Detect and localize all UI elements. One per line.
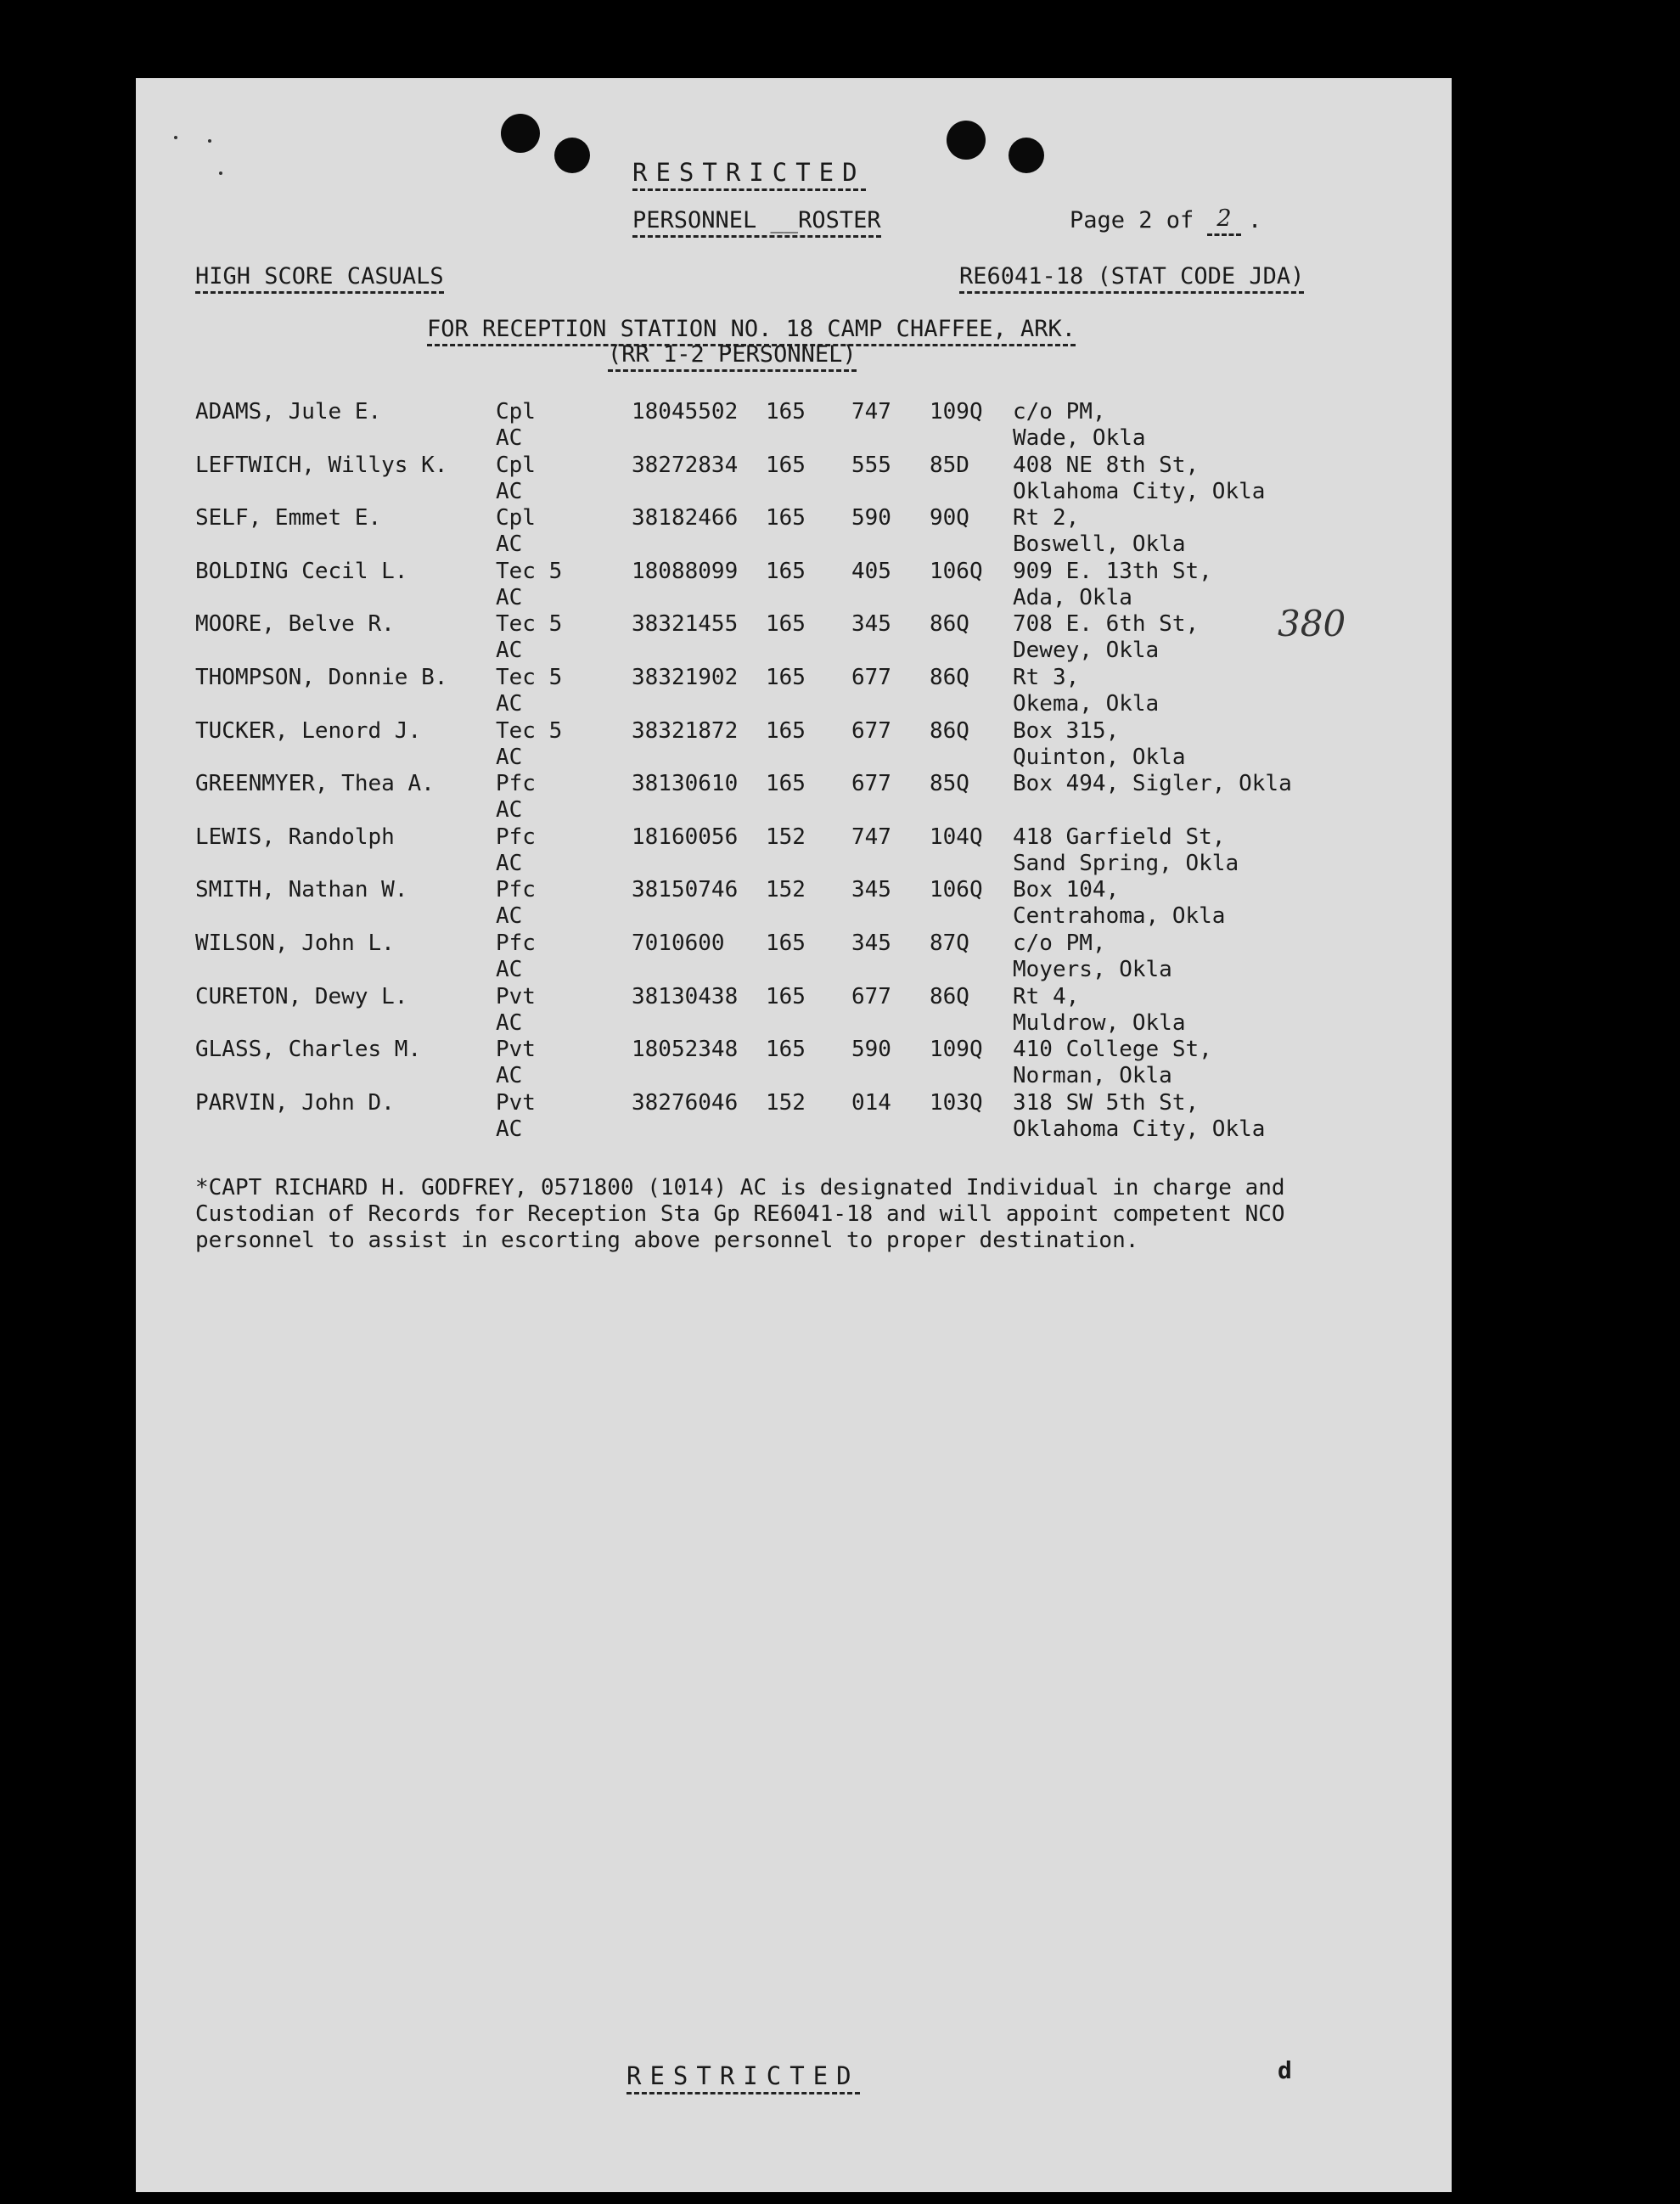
roster-code-a: 165: [766, 611, 806, 638]
roster-code-b: 345: [851, 931, 891, 956]
roster-address-line1: 408 NE 8th St,: [1013, 452, 1200, 478]
roster-address-line1: 410 College St,: [1013, 1037, 1212, 1063]
punch-hole: [554, 138, 590, 173]
roster-title: PERSONNEL __ROSTER: [632, 207, 881, 238]
roster-code-a: 165: [766, 558, 806, 584]
table-row: [136, 665, 1452, 717]
punch-hole: [947, 121, 986, 160]
roster-address-line1: 909 E. 13th St,: [1013, 558, 1212, 584]
restricted-footer: RESTRICTED: [626, 2061, 860, 2094]
stat-code: RE6041-18 (STAT CODE JDA): [959, 263, 1304, 294]
roster-rank: Pvt: [496, 1089, 536, 1116]
roster-address-line2: Ada, Okla: [1013, 584, 1132, 610]
roster-serial: 38130610: [632, 771, 739, 797]
roster-code-b: 590: [851, 1037, 891, 1063]
roster-serial: 18052348: [632, 1037, 739, 1063]
table-row: [136, 718, 1452, 771]
roster-code-a: 152: [766, 1089, 806, 1116]
table-row: [136, 984, 1452, 1037]
roster-code-b: 677: [851, 983, 891, 1009]
roster-code-c: 86Q: [930, 983, 969, 1009]
table-row: [136, 505, 1452, 558]
roster-code-a: 165: [766, 1037, 806, 1063]
table-row: [136, 559, 1452, 611]
roster-branch: AC: [496, 691, 523, 717]
roster-address-line2: Centrahoma, Okla: [1013, 903, 1226, 930]
roster-serial: 38321872: [632, 717, 739, 744]
roster-code-b: 677: [851, 665, 891, 690]
roster-branch: AC: [496, 638, 523, 664]
roster-address-line1: Box 104,: [1013, 877, 1120, 903]
roster-code-c: 109Q: [930, 1037, 983, 1063]
group-name: HIGH SCORE CASUALS: [195, 263, 444, 294]
table-row: [136, 1090, 1452, 1143]
punch-hole: [1009, 138, 1044, 173]
roster-code-b: 555: [851, 452, 891, 478]
roster-address-line1: Rt 3,: [1013, 665, 1080, 690]
roster-branch: AC: [496, 744, 523, 770]
roster-serial: 18045502: [632, 399, 739, 424]
roster-code-a: 165: [766, 665, 806, 690]
roster-name: BOLDING Cecil L.: [195, 558, 408, 584]
roster-address-line2: Sand Spring, Okla: [1013, 850, 1239, 876]
roster-branch: AC: [496, 1116, 523, 1142]
roster-serial: 38182466: [632, 505, 739, 531]
roster-branch: AC: [496, 850, 523, 876]
table-row: [136, 1037, 1452, 1089]
roster-rank: Pfc: [496, 931, 536, 956]
roster-address-line1: 318 SW 5th St,: [1013, 1089, 1200, 1116]
roster-name: SELF, Emmet E.: [195, 505, 382, 531]
roster-code-b: 677: [851, 717, 891, 744]
handwritten-number: 380: [1278, 603, 1346, 644]
roster-serial: 38276046: [632, 1089, 739, 1116]
document-page: RESTRICTED PERSONNEL __ROSTER Page 2 of 2 . HIGH SCORE CASUALS RE6041-18 (STAT CODE JDA) FOR RECEPTION STATION NO. 18 CAMP CHAFFEE, ARK. (RR 1-2 PERSONNEL) ADAMS, Jule E. Cpl AC 18045502 165 747 109Q c/o PM, Wade, Okla LEFTWICH, Willys K. Cpl AC 38272834 165 555 85D 408 NE 8th St, Oklahoma City, Okla SELF, Emmet E. Cpl AC 38182466 165 590 90Q Rt 2, Boswell, Okla BOLDING Cecil L. Tec 5 AC 18088099 165 405 106Q 909 E. 13th St, Ada, Okla MOORE, Belve R. Tec 5 AC 38321455 165 345 86Q 708 E. 6th St, Dewey, Okla THOMPSON, Donnie B. Tec 5 AC 38321902 165 677 86Q Rt 3, Okema, Okla TUCKER, Lenord J. Tec 5 AC 38321872 165 677 86Q Box 315, Quinton, Okla GREENMYER, Thea A. Pfc AC 38130610 165 677 85Q Box 494, Sigler, Okla LEWIS, Randolph Pfc AC 18160056 152 747 104Q 418 Garfield St, Sand Spring, Okla SMITH, Nathan W. Pfc AC 38150746 152 345 106Q Box 104, Centrahoma, Okla WILSON, John L. Pfc AC 7010600 165 345 87Q c/o PM, Moyers, Okla CURETON, Dewy L. Pvt AC 38130438 165 677 86Q Rt 4, Muldrow, Okla GLASS, Charles M. Pvt AC 18052348 165 590 109Q 410 College St, Norman, Okla PARVIN, John D. Pvt AC 38276046 152 014 103Q 318 SW 5th St, Oklahoma City, Okla 380 *CAPT RICHARD H. GODFREY, 0571800 (1014) AC is designated Individual in charge and Custodian of Records for Reception Sta Gp RE6041-18 and will appoint competent NCO personnel to assist in escorting above personnel to proper destination. RESTRICTED d: [136, 78, 1452, 2192]
roster-rank: Pfc: [496, 771, 536, 797]
roster-branch: AC: [496, 903, 523, 930]
roster-address-line1: Rt 4,: [1013, 983, 1080, 1009]
roster-code-b: 747: [851, 824, 891, 850]
roster-serial: 38321455: [632, 611, 739, 638]
roster-serial: 38321902: [632, 665, 739, 690]
roster-code-b: 747: [851, 399, 891, 424]
roster-branch: AC: [496, 531, 523, 558]
page-mark: d: [1278, 2056, 1292, 2084]
roster-serial: 38272834: [632, 452, 739, 478]
roster-branch: AC: [496, 1009, 523, 1036]
roster-branch: AC: [496, 478, 523, 504]
roster-code-a: 165: [766, 505, 806, 531]
roster-branch: AC: [496, 957, 523, 982]
roster-code-b: 677: [851, 771, 891, 797]
roster-code-c: 106Q: [930, 558, 983, 584]
roster-serial: 18088099: [632, 558, 739, 584]
roster-code-a: 165: [766, 771, 806, 797]
table-row: [136, 771, 1452, 824]
page-label: Page 2 of: [1070, 207, 1194, 233]
roster-code-c: 86Q: [930, 717, 969, 744]
roster-address-line2: Muldrow, Okla: [1013, 1009, 1186, 1036]
footnote: *CAPT RICHARD H. GODFREY, 0571800 (1014) AC is designated Individual in charge and Custodian of Records for Reception Sta Gp RE6041-18 and will appoint competent NCO personnel to assist in escorting above personnel to proper destination.: [195, 1175, 1285, 1253]
roster-name: LEFTWICH, Willys K.: [195, 452, 448, 478]
roster-name: TUCKER, Lenord J.: [195, 717, 422, 744]
roster-address-line2: Moyers, Okla: [1013, 957, 1172, 982]
roster-name: GREENMYER, Thea A.: [195, 771, 435, 797]
roster-code-c: 86Q: [930, 611, 969, 638]
roster-serial: 7010600: [632, 931, 725, 956]
roster-rank: Cpl: [496, 399, 536, 424]
roster-rank: Tec 5: [496, 558, 563, 584]
roster-branch: AC: [496, 1063, 523, 1089]
roster-address-line2: Boswell, Okla: [1013, 531, 1186, 558]
roster-address-line1: c/o PM,: [1013, 399, 1106, 424]
roster-code-b: 345: [851, 611, 891, 638]
roster-rank: Cpl: [496, 452, 536, 478]
table-row: [136, 931, 1452, 983]
station-line: FOR RECEPTION STATION NO. 18 CAMP CHAFFEE, ARK.: [427, 316, 1076, 346]
roster-address-line1: Box 315,: [1013, 717, 1120, 744]
roster-code-c: 104Q: [930, 824, 983, 850]
roster-serial: 38130438: [632, 983, 739, 1009]
roster-rank: Pvt: [496, 983, 536, 1009]
table-row: [136, 399, 1452, 452]
roster-address-line2: Wade, Okla: [1013, 425, 1146, 451]
roster-rank: Pvt: [496, 1037, 536, 1063]
roster-name: MOORE, Belve R.: [195, 611, 395, 638]
roster-rank: Pfc: [496, 877, 536, 903]
roster-name: CURETON, Dewy L.: [195, 983, 408, 1009]
page-total: 2: [1207, 205, 1241, 236]
roster-code-c: 85D: [930, 452, 969, 478]
rr-line: (RR 1-2 PERSONNEL): [608, 341, 857, 372]
roster-code-a: 165: [766, 931, 806, 956]
roster-name: GLASS, Charles M.: [195, 1037, 422, 1063]
roster-name: PARVIN, John D.: [195, 1089, 395, 1116]
roster-code-b: 590: [851, 505, 891, 531]
roster-code-b: 345: [851, 877, 891, 903]
roster-code-b: 405: [851, 558, 891, 584]
roster-code-a: 152: [766, 824, 806, 850]
roster-code-a: 152: [766, 877, 806, 903]
roster-address-line2: Norman, Okla: [1013, 1063, 1172, 1089]
roster-address-line2: Oklahoma City, Okla: [1013, 478, 1266, 504]
roster-branch: AC: [496, 584, 523, 610]
roster-branch: AC: [496, 425, 523, 451]
roster-address-line2: Oklahoma City, Okla: [1013, 1116, 1266, 1142]
roster-address-line2: Quinton, Okla: [1013, 744, 1186, 770]
roster-address-line1: Rt 2,: [1013, 505, 1080, 531]
roster-rank: Tec 5: [496, 717, 563, 744]
roster-serial: 18160056: [632, 824, 739, 850]
roster-code-c: 106Q: [930, 877, 983, 903]
roster-name: SMITH, Nathan W.: [195, 877, 408, 903]
roster-code-a: 165: [766, 717, 806, 744]
speck: [219, 171, 222, 175]
roster-address-line2: Dewey, Okla: [1013, 638, 1160, 664]
punch-hole: [501, 114, 540, 153]
roster-rank: Cpl: [496, 505, 536, 531]
roster-rank: Tec 5: [496, 611, 563, 638]
roster-code-b: 014: [851, 1089, 891, 1116]
roster-name: LEWIS, Randolph: [195, 824, 395, 850]
table-row: [136, 453, 1452, 505]
roster-code-a: 165: [766, 399, 806, 424]
roster-address-line1: c/o PM,: [1013, 931, 1106, 956]
roster-branch: AC: [496, 797, 523, 824]
roster-code-c: 85Q: [930, 771, 969, 797]
roster-address-line2: Okema, Okla: [1013, 691, 1160, 717]
roster-address-line1: Box 494, Sigler, Okla: [1013, 771, 1292, 797]
roster-name: THOMPSON, Donnie B.: [195, 665, 448, 690]
speck: [208, 139, 211, 143]
speck: [174, 136, 177, 139]
roster-rank: Pfc: [496, 824, 536, 850]
roster-name: WILSON, John L.: [195, 931, 395, 956]
roster-code-c: 109Q: [930, 399, 983, 424]
restricted-header: RESTRICTED: [632, 158, 866, 191]
roster-code-a: 165: [766, 983, 806, 1009]
roster-rank: Tec 5: [496, 665, 563, 690]
roster-address-line1: 418 Garfield St,: [1013, 824, 1226, 850]
roster-code-a: 165: [766, 452, 806, 478]
roster-address-line1: 708 E. 6th St,: [1013, 611, 1200, 638]
table-row: [136, 824, 1452, 877]
roster-code-c: 87Q: [930, 931, 969, 956]
roster-code-c: 86Q: [930, 665, 969, 690]
roster-code-c: 90Q: [930, 505, 969, 531]
table-row: [136, 877, 1452, 930]
table-row: [136, 611, 1452, 664]
roster-name: ADAMS, Jule E.: [195, 399, 382, 424]
roster-code-c: 103Q: [930, 1089, 983, 1116]
roster-serial: 38150746: [632, 877, 739, 903]
